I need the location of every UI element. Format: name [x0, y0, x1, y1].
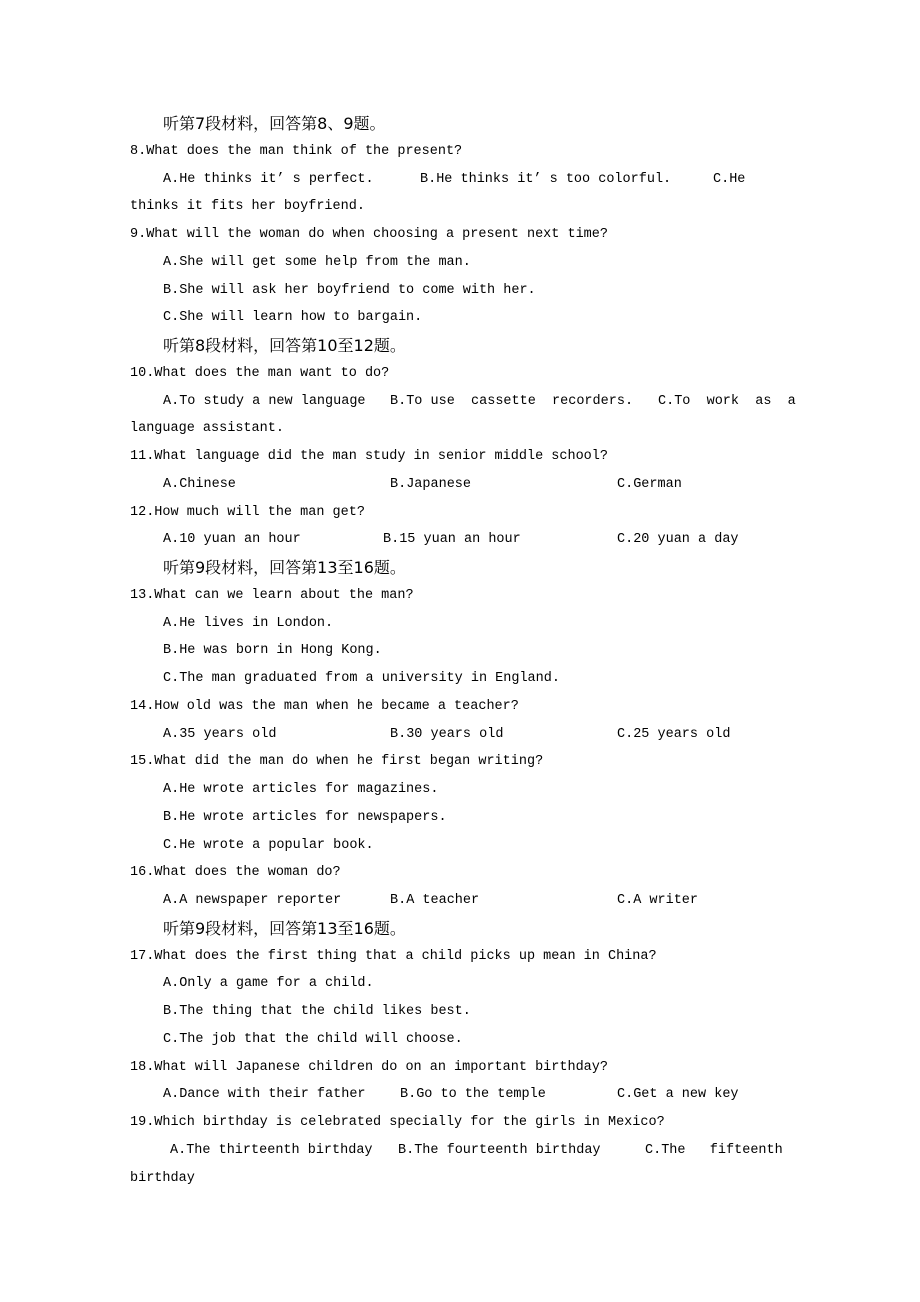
q16-options-row-text-2: C.A writer	[617, 893, 699, 908]
q9-option-c-text-0: C.She will learn how to bargain.	[163, 310, 423, 326]
q11-options-row-text-0: A.Chinese	[163, 476, 236, 492]
q12-options-row-text-0: A.10 yuan an hour	[163, 532, 301, 548]
q18-options-row-text-0: A.Dance with their father	[163, 1087, 366, 1103]
q9-option-c	[0, 304, 920, 332]
q11-options-row	[0, 471, 920, 499]
audio-section-10-instruction-text-0: 听第9段材料，回答第13至16题。	[163, 918, 406, 938]
q9-option-b	[0, 277, 920, 305]
q18-options-row-text-1: B.Go to the temple	[400, 1087, 546, 1103]
q8-question-text-0: 8.What does the man think of the present?	[130, 143, 463, 159]
q14-options-row-text-0: A.35 years old	[163, 726, 277, 742]
q8-options-row-text-2: C.He	[713, 171, 746, 187]
q10-option-c-continuation	[0, 415, 920, 443]
audio-section-9-instruction-text-0: 听第9段材料，回答第13至16题。	[163, 558, 406, 577]
audio-section-7-instruction-text-0: 听第7段材料，回答第8、9题。	[163, 114, 386, 133]
q10-options-row-text-2: C.To work as a	[658, 393, 796, 409]
q19-options-row-text-1: B.The fourteenth birthday	[398, 1142, 601, 1158]
q8-options-row-text-1: B.He thinks it’ s too colorful.	[420, 171, 672, 187]
q19-question	[0, 1109, 920, 1137]
q19-option-c-continuation-text-0: birthday	[130, 1170, 195, 1186]
q8-question	[0, 138, 920, 166]
q15-option-c-text-0: C.He wrote a popular book.	[163, 837, 374, 853]
q18-options-row-text-2: C.Get a new key	[617, 1087, 739, 1103]
q17-question-text-0: 17.What does the first thing that a child picks up mean in China?	[130, 948, 657, 964]
q16-options-row	[0, 887, 920, 915]
q12-options-row-text-2: C.20 yuan a day	[617, 532, 739, 548]
q13-option-c-text-0: C.The man graduated from a university in England.	[163, 671, 560, 686]
q17-option-c-text-0: C.The job that the child will choose.	[163, 1031, 463, 1047]
q10-options-row	[0, 388, 920, 416]
q12-options-row-text-1: B.15 yuan an hour	[383, 532, 521, 548]
q15-option-b-text-0: B.He wrote articles for newspapers.	[163, 809, 447, 825]
q10-option-c-continuation-text-0: language assistant.	[130, 421, 284, 437]
q16-question	[0, 859, 920, 887]
q15-option-b	[0, 804, 920, 832]
q17-option-b	[0, 998, 920, 1026]
q17-option-b-text-0: B.The thing that the child likes best.	[163, 1004, 471, 1019]
q8-options-row	[0, 166, 920, 194]
q18-question-text-0: 18.What will Japanese children do on an important birthday?	[130, 1059, 608, 1075]
q13-option-c	[0, 665, 920, 693]
q19-option-c-continuation	[0, 1165, 920, 1193]
q15-option-c	[0, 832, 920, 860]
exam-document	[0, 110, 920, 1192]
q9-option-b-text-0: B.She will ask her boyfriend to come with her.	[163, 282, 536, 298]
q9-option-a-text-0: A.She will get some help from the man.	[163, 254, 471, 270]
q10-options-row-text-0: A.To study a new language	[163, 393, 366, 409]
q14-question-text-0: 14.How old was the man when he became a teacher?	[130, 698, 519, 714]
q13-question-text-0: 13.What can we learn about the man?	[130, 587, 414, 603]
q12-options-row	[0, 526, 920, 554]
q14-options-row	[0, 721, 920, 749]
audio-section-10-instruction	[0, 915, 920, 943]
q8-option-c-continuation-text-0: thinks it fits her boyfriend.	[130, 199, 365, 215]
q9-option-a	[0, 249, 920, 277]
q10-question-text-0: 10.What does the man want to do?	[130, 365, 390, 381]
q19-options-row-text-0: A.The thirteenth birthday	[170, 1142, 373, 1158]
q11-options-row-text-1: B.Japanese	[390, 476, 472, 492]
q10-options-row-text-1: B.To use cassette recorders.	[390, 393, 634, 409]
q15-question	[0, 748, 920, 776]
q19-options-row	[0, 1137, 920, 1165]
q18-options-row	[0, 1081, 920, 1109]
q17-option-c	[0, 1026, 920, 1054]
q11-options-row-text-2: C.German	[617, 476, 682, 492]
q16-options-row-text-1: B.A teacher	[390, 893, 480, 908]
audio-section-7-instruction	[0, 110, 920, 138]
q10-question	[0, 360, 920, 388]
q8-options-row-text-0: A.He thinks it’ s perfect.	[163, 171, 374, 187]
audio-section-8-instruction	[0, 332, 920, 360]
q16-options-row-text-0: A.A newspaper reporter	[163, 893, 342, 908]
q13-option-a-text-0: A.He lives in London.	[163, 615, 334, 631]
q15-question-text-0: 15.What did the man do when he first began writing?	[130, 754, 544, 770]
q16-question-text-0: 16.What does the woman do?	[130, 865, 341, 881]
q13-option-a	[0, 610, 920, 638]
q17-option-a	[0, 970, 920, 998]
q17-question	[0, 943, 920, 971]
q11-question-text-0: 11.What language did the man study in senior middle school?	[130, 449, 608, 464]
q18-question	[0, 1054, 920, 1082]
q14-options-row-text-2: C.25 years old	[617, 726, 731, 742]
q17-option-a-text-0: A.Only a game for a child.	[163, 976, 374, 992]
q8-option-c-continuation	[0, 193, 920, 221]
audio-section-9-instruction	[0, 554, 920, 582]
q15-option-a-text-0: A.He wrote articles for magazines.	[163, 782, 439, 797]
q13-option-b	[0, 637, 920, 665]
q11-question	[0, 443, 920, 471]
q12-question-text-0: 12.How much will the man get?	[130, 504, 365, 520]
q13-question	[0, 582, 920, 610]
audio-section-8-instruction-text-0: 听第8段材料，回答第10至12题。	[163, 336, 406, 355]
q19-options-row-text-2: C.The fifteenth	[645, 1142, 783, 1158]
q12-question	[0, 499, 920, 527]
q9-question-text-0: 9.What will the woman do when choosing a present next time?	[130, 227, 608, 242]
q9-question	[0, 221, 920, 249]
q14-question	[0, 693, 920, 721]
q19-question-text-0: 19.Which birthday is celebrated specially for the girls in Mexico?	[130, 1115, 665, 1130]
q15-option-a	[0, 776, 920, 804]
q14-options-row-text-1: B.30 years old	[390, 726, 504, 742]
q13-option-b-text-0: B.He was born in Hong Kong.	[163, 643, 382, 659]
